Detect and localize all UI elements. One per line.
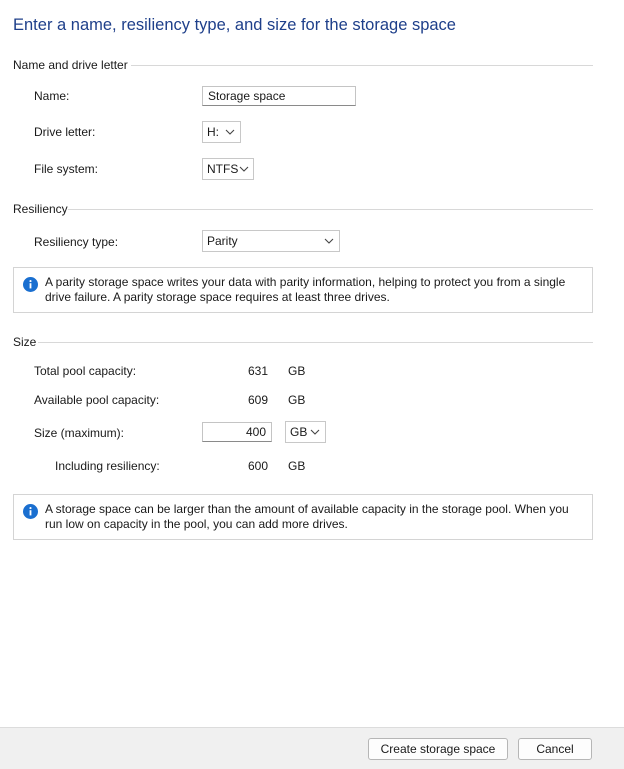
name-label: Name: [34,89,70,103]
available-capacity-unit: GB [288,393,306,407]
chevron-down-icon [238,163,250,175]
size-unit-select[interactable] [285,421,326,443]
cancel-button[interactable]: Cancel [518,738,592,760]
including-resiliency-unit: GB [288,459,306,473]
page-title: Enter a name, resiliency type, and size for the storage space [13,16,456,34]
chevron-down-icon [323,235,335,247]
resiliency-info-text: A parity storage space writes your data with parity information, helping to protect you from a single drive failure. A parity storage space requires at least three drives. [45,275,566,304]
including-resiliency-label: Including resiliency: [55,459,160,473]
group-heading-resiliency: Resiliency [13,202,68,216]
file-system-value: NTFS [207,162,239,176]
group-divider [131,65,593,66]
total-capacity-unit: GB [288,364,306,378]
available-capacity-label: Available pool capacity: [34,393,160,407]
total-capacity-value: 631 [247,364,268,378]
drive-letter-select[interactable] [202,121,241,143]
file-system-label: File system: [34,162,99,176]
size-info-box [13,494,593,540]
resiliency-type-select[interactable] [202,230,340,252]
info-icon [23,504,38,519]
size-input[interactable]: 400 [202,422,272,442]
file-system-select[interactable] [202,158,254,180]
total-capacity-label: Total pool capacity: [34,364,137,378]
size-unit-value: GB [290,425,308,439]
resiliency-type-label: Resiliency type: [34,235,119,249]
drive-letter-value: H: [207,125,219,139]
group-heading-name: Name and drive letter [13,58,128,72]
size-info-text: A storage space can be larger than the amount of available capacity in the storage pool. When you run low on capacity in the pool, you can add more drives. [45,502,569,531]
group-divider [38,342,593,343]
info-icon [23,277,38,292]
resiliency-info-box [13,267,593,313]
including-resiliency-value: 600 [247,459,268,473]
create-storage-space-button[interactable]: Create storage space [368,738,508,760]
resiliency-type-value: Parity [207,234,238,248]
size-label: Size (maximum): [34,426,125,440]
group-divider [68,209,593,210]
available-capacity-value: 609 [247,393,268,407]
chevron-down-icon [309,426,321,438]
name-input[interactable]: Storage space [202,86,356,106]
chevron-down-icon [224,126,236,138]
drive-letter-label: Drive letter: [34,125,96,139]
group-heading-size: Size [13,335,37,349]
